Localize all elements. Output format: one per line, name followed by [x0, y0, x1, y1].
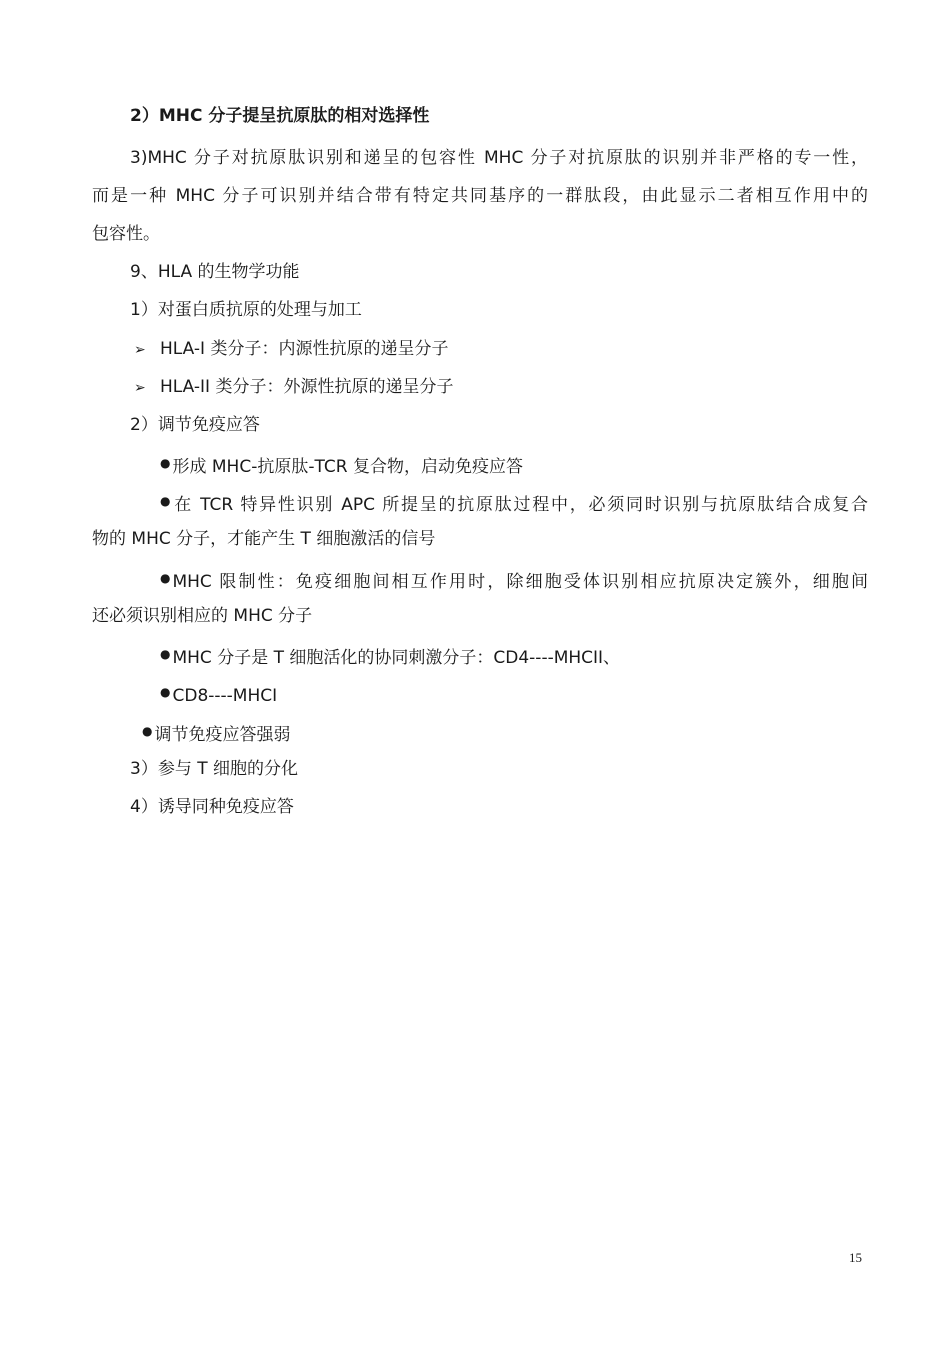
bullet-dot-icon: ●	[160, 494, 171, 508]
subheading-immune-regulation: 2）调节免疫应答	[130, 415, 260, 435]
bullet-dot-icon: ●	[160, 571, 171, 585]
list-item	[92, 488, 868, 518]
list-item-text: 在 TCR 特异性识别 APC 所提呈的抗原肽过程中，必须同时识别与抗原肽结合成复合	[172, 495, 868, 515]
list-item-text: MHC 限制性：免疫细胞间相互作用时，除细胞受体识别相应抗原决定簇外，细胞间	[172, 572, 868, 592]
bullet-dot-icon: ●	[160, 685, 171, 699]
paragraph-line: 还必须识别相应的 MHC 分子	[92, 606, 313, 626]
arrow-bullet-icon: ➢	[134, 380, 146, 396]
bullet-dot-icon: ●	[142, 724, 153, 738]
section-heading-mhc-selectivity: 2）MHC 分子提呈抗原肽的相对选择性	[130, 106, 430, 126]
list-item	[92, 336, 910, 363]
list-item-text: 调节免疫应答强弱	[154, 725, 291, 745]
list-item	[92, 450, 936, 480]
list-item-text: CD8----MHCI	[172, 686, 278, 706]
section-heading-hla-function: 9、HLA 的生物学功能	[130, 262, 300, 282]
list-item	[92, 641, 936, 671]
subheading-antigen-processing: 1）对蛋白质抗原的处理与加工	[130, 300, 362, 320]
paragraph-line: 包容性。	[92, 224, 160, 244]
list-item	[92, 679, 936, 709]
subheading-t-cell-differentiation: 3）参与 T 细胞的分化	[130, 759, 299, 779]
list-item	[92, 374, 910, 401]
bullet-dot-icon: ●	[160, 456, 171, 470]
list-item-text: HLA-I 类分子：内源性抗原的递呈分子	[160, 339, 449, 359]
paragraph-line: 而是一种 MHC 分子可识别并结合带有特定共同基序的一群肽段，由此显示二者相互作用中的	[92, 186, 868, 206]
paragraph-line: 3)MHC 分子对抗原肽识别和递呈的包容性 MHC 分子对抗原肽的识别并非严格的专一性，	[130, 148, 868, 168]
list-item	[92, 565, 868, 595]
arrow-bullet-icon: ➢	[134, 342, 146, 358]
page-number: 15	[849, 1250, 862, 1265]
subheading-alloimmune-response: 4）诱导同种免疫应答	[130, 797, 294, 817]
bullet-dot-icon: ●	[160, 647, 171, 661]
list-item-text: HLA-II 类分子：外源性抗原的递呈分子	[160, 377, 454, 397]
list-item	[92, 718, 918, 748]
paragraph-line: 物的 MHC 分子，才能产生 T 细胞激活的信号	[92, 529, 436, 549]
list-item-text: 形成 MHC-抗原肽-TCR 复合物，启动免疫应答	[172, 457, 523, 477]
list-item-text: MHC 分子是 T 细胞活化的协同刺激分子：CD4----MHCII、	[172, 648, 621, 668]
